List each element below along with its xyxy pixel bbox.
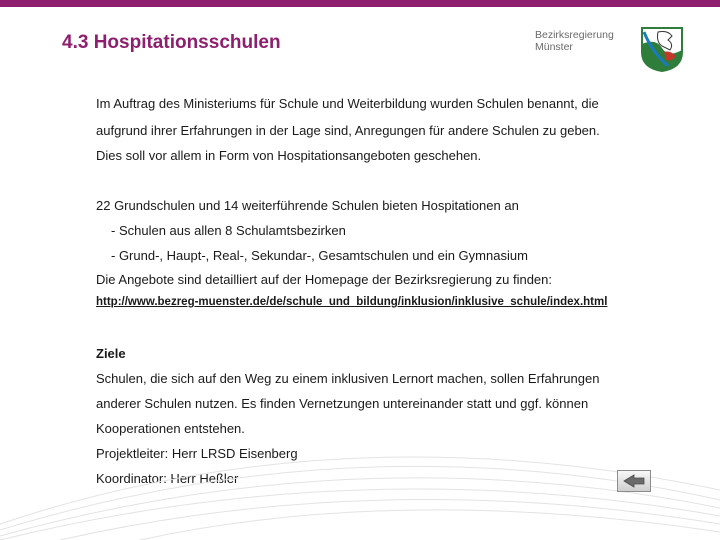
paragraph-3: Die Angebote sind detailliert auf der Homepage der Bezirksregierung zu finden: [96, 272, 552, 287]
bullet-2: - Grund-, Haupt-, Real-, Sekundar-, Gesamtschulen und ein Gymnasium [111, 248, 528, 263]
paragraph-1-line-3: Dies soll vor allem in Form von Hospitationsangeboten geschehen. [96, 148, 482, 163]
logo-line-2: Münster [535, 41, 573, 53]
slide-title: 4.3 Hospitationsschulen [62, 32, 281, 53]
left-arrow-icon [623, 474, 645, 488]
logo-line-1: Bezirksregierung [535, 29, 614, 41]
bullet-1: - Schulen aus allen 8 Schulamtsbezirken [111, 223, 346, 238]
logo-wordmark [535, 29, 614, 53]
paragraph-1-line-2: aufgrund ihrer Erfahrungen in der Lage sind, Anregungen für andere Schulen zu geben. [96, 123, 600, 138]
top-accent-bar [0, 0, 720, 7]
paragraph-1-line-1: Im Auftrag des Ministeriums für Schule und Weiterbildung wurden Schulen benannt, die [96, 96, 599, 111]
goals-line-3: Kooperationen entstehen. [96, 421, 245, 436]
goals-line-1: Schulen, die sich auf den Weg zu einem inklusiven Lernort machen, sollen Erfahrungen [96, 371, 600, 386]
project-lead: Projektleiter: Herr LRSD Eisenberg [96, 446, 298, 461]
nrw-crest-logo [638, 22, 686, 72]
paragraph-2: 22 Grundschulen und 14 weiterführende Schulen bieten Hospitationen an [96, 198, 519, 213]
coordinator: Koordinator: Herr Heßler [96, 471, 239, 486]
goals-line-2: anderer Schulen nutzen. Es finden Vernetzungen untereinander statt und ggf. können [96, 396, 589, 411]
decorative-waves [0, 380, 720, 540]
back-button[interactable] [617, 470, 651, 492]
goals-heading: Ziele [96, 346, 126, 361]
homepage-link[interactable]: http://www.bezreg-muenster.de/de/schule_und_bildung/inklusion/inklusive_schule/index.html [96, 296, 608, 308]
